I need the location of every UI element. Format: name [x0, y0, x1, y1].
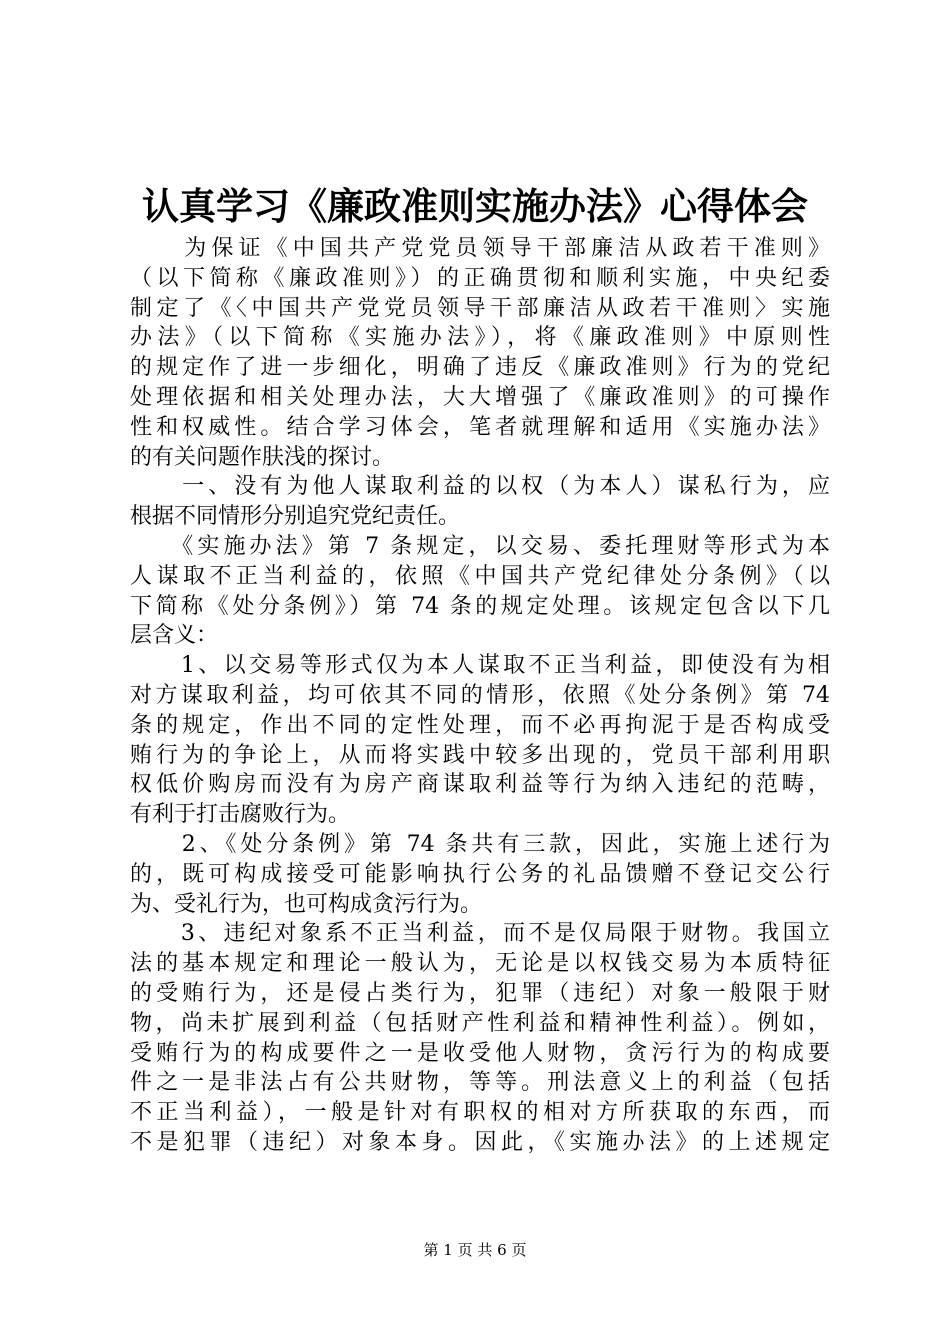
body-text-line: 对方谋取利益，均可依其不同的情形，依照《处分条例》第 74: [130, 682, 830, 708]
body-text-line: 《实施办法》第 7 条规定，以交易、委托理财等形式为本: [130, 533, 830, 559]
body-text-line: 2、《处分条例》第 74 条共有三款，因此，实施上述行为: [130, 831, 830, 857]
body-text-line: 1、以交易等形式仅为本人谋取不正当利益，即使没有为相: [130, 653, 830, 679]
body-text-line: 不是犯罪（违纪）对象本身。因此，《实施办法》的上述规定: [130, 1129, 830, 1155]
body-text-line: 根据不同情形分别追究党纪责任。: [130, 504, 461, 530]
body-text-line: 下简称《处分条例》）第 74 条的规定处理。该规定包含以下几: [130, 593, 830, 619]
document-title: 认真学习《廉政准则实施办法》心得体会: [142, 185, 808, 228]
body-text-line: 一、没有为他人谋取利益的以权（为本人）谋私行为，应: [130, 474, 830, 500]
body-text-line: 为、受礼行为，也可构成贪污行为。: [130, 891, 483, 917]
body-text-line: 的规定作了进一步细化，明确了违反《廉政准则》行为的党纪: [130, 355, 830, 381]
body-text-line: 不正当利益），一般是针对有职权的相对方所获取的东西，而: [130, 1100, 830, 1126]
body-text-line: 办法》（以下简称《实施办法》），将《廉政准则》中原则性: [130, 325, 830, 351]
body-text-line: 的，既可构成接受可能影响执行公务的礼品馈赠不登记交公行: [130, 861, 830, 887]
body-text-line: 的有关问题作肤浅的探讨。: [130, 444, 395, 470]
body-text-line: 条的规定，作出不同的定性处理，而不必再拘泥于是否构成受: [130, 712, 830, 738]
body-text-line: 的受贿行为，还是侵占类行为，犯罪（违纪）对象一般限于财: [130, 980, 830, 1006]
body-text-line: 贿行为的争论上，从而将实践中较多出现的，党员干部利用职: [130, 742, 830, 768]
body-text-line: 处理依据和相关处理办法，大大增强了《廉政准则》的可操作: [130, 384, 830, 410]
body-text-line: （以下简称《廉政准则》）的正确贯彻和顺利实施，中央纪委: [130, 265, 830, 291]
body-text-line: 性和权威性。结合学习体会，笔者就理解和适用《实施办法》: [130, 414, 830, 440]
body-text-line: 制定了《〈中国共产党党员领导干部廉洁从政若干准则〉实施: [130, 295, 830, 321]
body-text-line: 有利于打击腐败行为。: [130, 802, 351, 828]
body-text-line: 物，尚未扩展到利益（包括财产性利益和精神性利益）。例如，: [130, 1010, 830, 1036]
body-text-line: 权低价购房而没有为房产商谋取利益等行为纳入违纪的范畴，: [130, 772, 830, 798]
body-text-line: 层含义：: [130, 623, 219, 649]
document-body: [130, 234, 830, 1158]
body-text-line: 人谋取不正当利益的，依照《中国共产党纪律处分条例》（以: [130, 563, 830, 589]
body-text-line: 件之一是非法占有公共财物，等等。刑法意义上的利益（包括: [130, 1070, 830, 1096]
body-text-line: 法的基本规定和理论一般认为，无论是以权钱交易为本质特征: [130, 951, 830, 977]
body-text-line: 3、违纪对象系不正当利益，而不是仅局限于财物。我国立: [130, 921, 830, 947]
body-text-line: 受贿行为的构成要件之一是收受他人财物，贪污行为的构成要: [130, 1040, 830, 1066]
body-text-line: 为保证《中国共产党党员领导干部廉洁从政若干准则》: [130, 236, 830, 261]
page-footer: 第 1 页 共 6 页: [423, 1241, 527, 1259]
